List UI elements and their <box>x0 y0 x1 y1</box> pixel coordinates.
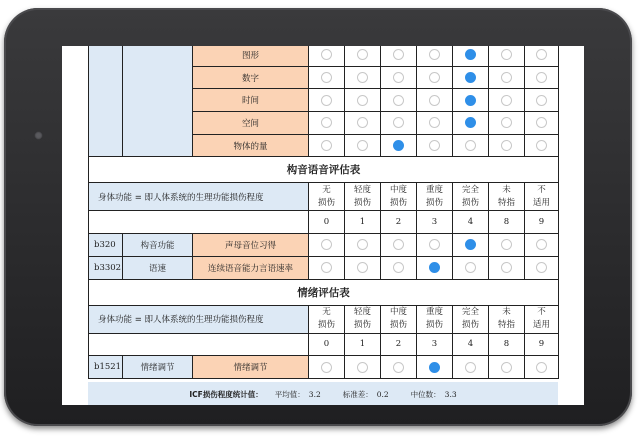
radio-button[interactable] <box>501 239 512 250</box>
section-1-row-0-option-1[interactable] <box>345 356 381 379</box>
radio-button[interactable] <box>501 95 512 106</box>
item-3-option-4[interactable] <box>453 112 489 135</box>
score-header: 8 <box>489 211 525 234</box>
item-label: 情绪调节 <box>193 356 309 379</box>
table-row <box>89 356 559 379</box>
median-label: 中位数： <box>410 389 441 399</box>
item-4-option-6[interactable] <box>525 134 559 157</box>
radio-button[interactable] <box>429 49 440 60</box>
level-header: 重度 损伤 <box>417 305 453 333</box>
table-row <box>89 46 559 66</box>
radio-selected[interactable] <box>429 262 440 273</box>
level-header: 完全 损伤 <box>453 183 489 211</box>
radio-button[interactable] <box>536 239 547 250</box>
radio-button[interactable] <box>465 140 476 151</box>
score-header: 4 <box>453 211 489 234</box>
item-4-option-0[interactable] <box>309 134 345 157</box>
section-0-row-0-option-2[interactable] <box>381 234 417 257</box>
mean-value: 3.2 <box>308 389 321 399</box>
radio-selected[interactable] <box>465 49 476 60</box>
radio-button[interactable] <box>429 239 440 250</box>
item-3-option-1[interactable] <box>345 112 381 135</box>
icf-table <box>88 46 559 379</box>
radio-button[interactable] <box>357 362 368 373</box>
radio-button[interactable] <box>357 72 368 83</box>
radio-button[interactable] <box>536 140 547 151</box>
radio-button[interactable] <box>536 72 547 83</box>
radio-button[interactable] <box>429 95 440 106</box>
score-header: 0 <box>309 333 345 356</box>
sd-value: 0.2 <box>376 389 389 399</box>
item-0-option-1[interactable] <box>345 46 381 66</box>
section-0-row-1-option-5[interactable] <box>489 256 525 279</box>
item-3-option-6[interactable] <box>525 112 559 135</box>
level-header: 轻度 损伤 <box>345 183 381 211</box>
stats-bar <box>88 382 558 405</box>
item-label: 物体的量 <box>193 134 309 157</box>
mean-label: 平均值： <box>274 389 305 399</box>
sd-label: 标准差： <box>342 389 373 399</box>
radio-button[interactable] <box>536 262 547 273</box>
radio-button[interactable] <box>393 72 404 83</box>
level-header: 未 特指 <box>489 183 525 211</box>
code-cell: b320 <box>89 234 123 257</box>
code-cell <box>89 46 123 157</box>
score-header: 8 <box>489 333 525 356</box>
radio-button[interactable] <box>321 95 332 106</box>
item-1-option-6[interactable] <box>525 66 559 89</box>
section-title: 情绪评估表 <box>89 279 559 305</box>
radio-button[interactable] <box>536 49 547 60</box>
radio-button[interactable] <box>321 239 332 250</box>
radio-selected[interactable] <box>465 95 476 106</box>
item-3-option-0[interactable] <box>309 112 345 135</box>
radio-button[interactable] <box>393 239 404 250</box>
section-0-row-0-option-1[interactable] <box>345 234 381 257</box>
item-0-option-4[interactable] <box>453 46 489 66</box>
section-0-row-1-option-2[interactable] <box>381 256 417 279</box>
radio-button[interactable] <box>357 95 368 106</box>
blank-cell <box>89 211 309 234</box>
radio-button[interactable] <box>465 362 476 373</box>
radio-button[interactable] <box>393 49 404 60</box>
blank-cell <box>89 333 309 356</box>
header-label: 身体功能 = 即人体系统的生理功能损伤程度 <box>89 305 309 333</box>
radio-button[interactable] <box>357 117 368 128</box>
score-header: 1 <box>345 211 381 234</box>
section-0-row-1-option-0[interactable] <box>309 256 345 279</box>
section-0-row-1-option-3[interactable] <box>417 256 453 279</box>
item-2-option-3[interactable] <box>417 89 453 112</box>
category-cell: 语速 <box>123 256 193 279</box>
score-header: 3 <box>417 211 453 234</box>
item-2-option-1[interactable] <box>345 89 381 112</box>
header-label: 身体功能 = 即人体系统的生理功能损伤程度 <box>89 183 309 211</box>
section-0-row-0-option-6[interactable] <box>525 234 559 257</box>
radio-button[interactable] <box>536 362 547 373</box>
item-1-option-5[interactable] <box>489 66 525 89</box>
score-header: 9 <box>525 211 559 234</box>
radio-selected[interactable] <box>465 117 476 128</box>
item-4-option-5[interactable] <box>489 134 525 157</box>
item-2-option-4[interactable] <box>453 89 489 112</box>
section-1-row-0-option-0[interactable] <box>309 356 345 379</box>
camera-icon <box>34 131 43 140</box>
radio-button[interactable] <box>357 239 368 250</box>
item-2-option-6[interactable] <box>525 89 559 112</box>
item-0-option-5[interactable] <box>489 46 525 66</box>
item-2-option-5[interactable] <box>489 89 525 112</box>
radio-button[interactable] <box>393 262 404 273</box>
section-0-row-1-option-4[interactable] <box>453 256 489 279</box>
item-4-option-2[interactable] <box>381 134 417 157</box>
item-label: 图形 <box>193 46 309 66</box>
item-1-option-4[interactable] <box>453 66 489 89</box>
radio-button[interactable] <box>429 117 440 128</box>
score-header: 9 <box>525 333 559 356</box>
item-4-option-1[interactable] <box>345 134 381 157</box>
radio-button[interactable] <box>321 72 332 83</box>
score-header: 2 <box>381 211 417 234</box>
median-value: 3.3 <box>444 389 457 399</box>
radio-button[interactable] <box>501 117 512 128</box>
item-1-option-3[interactable] <box>417 66 453 89</box>
item-3-option-5[interactable] <box>489 112 525 135</box>
item-0-option-0[interactable] <box>309 46 345 66</box>
level-header: 无 损伤 <box>309 183 345 211</box>
item-3-option-2[interactable] <box>381 112 417 135</box>
category-cell: 构音功能 <box>123 234 193 257</box>
score-header: 3 <box>417 333 453 356</box>
radio-button[interactable] <box>357 262 368 273</box>
level-header: 中度 损伤 <box>381 183 417 211</box>
radio-button[interactable] <box>321 117 332 128</box>
radio-button[interactable] <box>536 95 547 106</box>
section-title: 构音语音评估表 <box>89 157 559 183</box>
category-cell <box>123 46 193 157</box>
radio-button[interactable] <box>501 72 512 83</box>
stats-title: ICF损伤程度统计值： <box>189 389 263 399</box>
radio-button[interactable] <box>321 49 332 60</box>
section-1-row-0-option-4[interactable] <box>453 356 489 379</box>
section-1-row-0-option-5[interactable] <box>489 356 525 379</box>
level-header: 无 损伤 <box>309 305 345 333</box>
item-2-option-2[interactable] <box>381 89 417 112</box>
section-1-row-0-option-6[interactable] <box>525 356 559 379</box>
table-row <box>89 234 559 257</box>
table-row <box>89 256 559 279</box>
radio-button[interactable] <box>357 140 368 151</box>
section-0-row-0-option-0[interactable] <box>309 234 345 257</box>
code-cell: b1521 <box>89 356 123 379</box>
level-header: 中度 损伤 <box>381 305 417 333</box>
radio-button[interactable] <box>465 262 476 273</box>
item-label: 连续语音能力言语速率 <box>193 256 309 279</box>
radio-selected[interactable] <box>465 239 476 250</box>
score-header: 1 <box>345 333 381 356</box>
section-0-row-1-option-6[interactable] <box>525 256 559 279</box>
radio-button[interactable] <box>429 72 440 83</box>
score-header: 4 <box>453 333 489 356</box>
section-1-row-0-option-3[interactable] <box>417 356 453 379</box>
item-0-option-2[interactable] <box>381 46 417 66</box>
level-header: 完全 损伤 <box>453 305 489 333</box>
screen <box>62 46 584 405</box>
section-0-row-0-option-3[interactable] <box>417 234 453 257</box>
item-1-option-0[interactable] <box>309 66 345 89</box>
item-label: 时间 <box>193 89 309 112</box>
item-label: 声母音位习得 <box>193 234 309 257</box>
level-header: 轻度 损伤 <box>345 305 381 333</box>
item-2-option-0[interactable] <box>309 89 345 112</box>
item-4-option-4[interactable] <box>453 134 489 157</box>
item-3-option-3[interactable] <box>417 112 453 135</box>
level-header: 不 适用 <box>525 305 559 333</box>
item-0-option-3[interactable] <box>417 46 453 66</box>
tablet-frame <box>4 8 632 426</box>
radio-button[interactable] <box>393 117 404 128</box>
radio-button[interactable] <box>321 262 332 273</box>
radio-button[interactable] <box>357 49 368 60</box>
item-1-option-1[interactable] <box>345 66 381 89</box>
category-cell: 情绪调节 <box>123 356 193 379</box>
section-0-row-0-option-5[interactable] <box>489 234 525 257</box>
radio-button[interactable] <box>501 49 512 60</box>
radio-button[interactable] <box>321 362 332 373</box>
level-header: 重度 损伤 <box>417 183 453 211</box>
radio-selected[interactable] <box>393 140 404 151</box>
radio-button[interactable] <box>501 362 512 373</box>
radio-button[interactable] <box>393 362 404 373</box>
level-header: 未 特指 <box>489 305 525 333</box>
radio-selected[interactable] <box>429 362 440 373</box>
level-header: 不 适用 <box>525 183 559 211</box>
score-header: 2 <box>381 333 417 356</box>
code-cell: b3302 <box>89 256 123 279</box>
radio-selected[interactable] <box>465 72 476 83</box>
radio-button[interactable] <box>321 140 332 151</box>
item-1-option-2[interactable] <box>381 66 417 89</box>
item-label: 数字 <box>193 66 309 89</box>
section-0-row-1-option-1[interactable] <box>345 256 381 279</box>
item-4-option-3[interactable] <box>417 134 453 157</box>
radio-button[interactable] <box>501 262 512 273</box>
score-header: 0 <box>309 211 345 234</box>
radio-button[interactable] <box>393 95 404 106</box>
radio-button[interactable] <box>501 140 512 151</box>
item-0-option-6[interactable] <box>525 46 559 66</box>
radio-button[interactable] <box>429 140 440 151</box>
section-1-row-0-option-2[interactable] <box>381 356 417 379</box>
section-0-row-0-option-4[interactable] <box>453 234 489 257</box>
radio-button[interactable] <box>536 117 547 128</box>
item-label: 空间 <box>193 112 309 135</box>
